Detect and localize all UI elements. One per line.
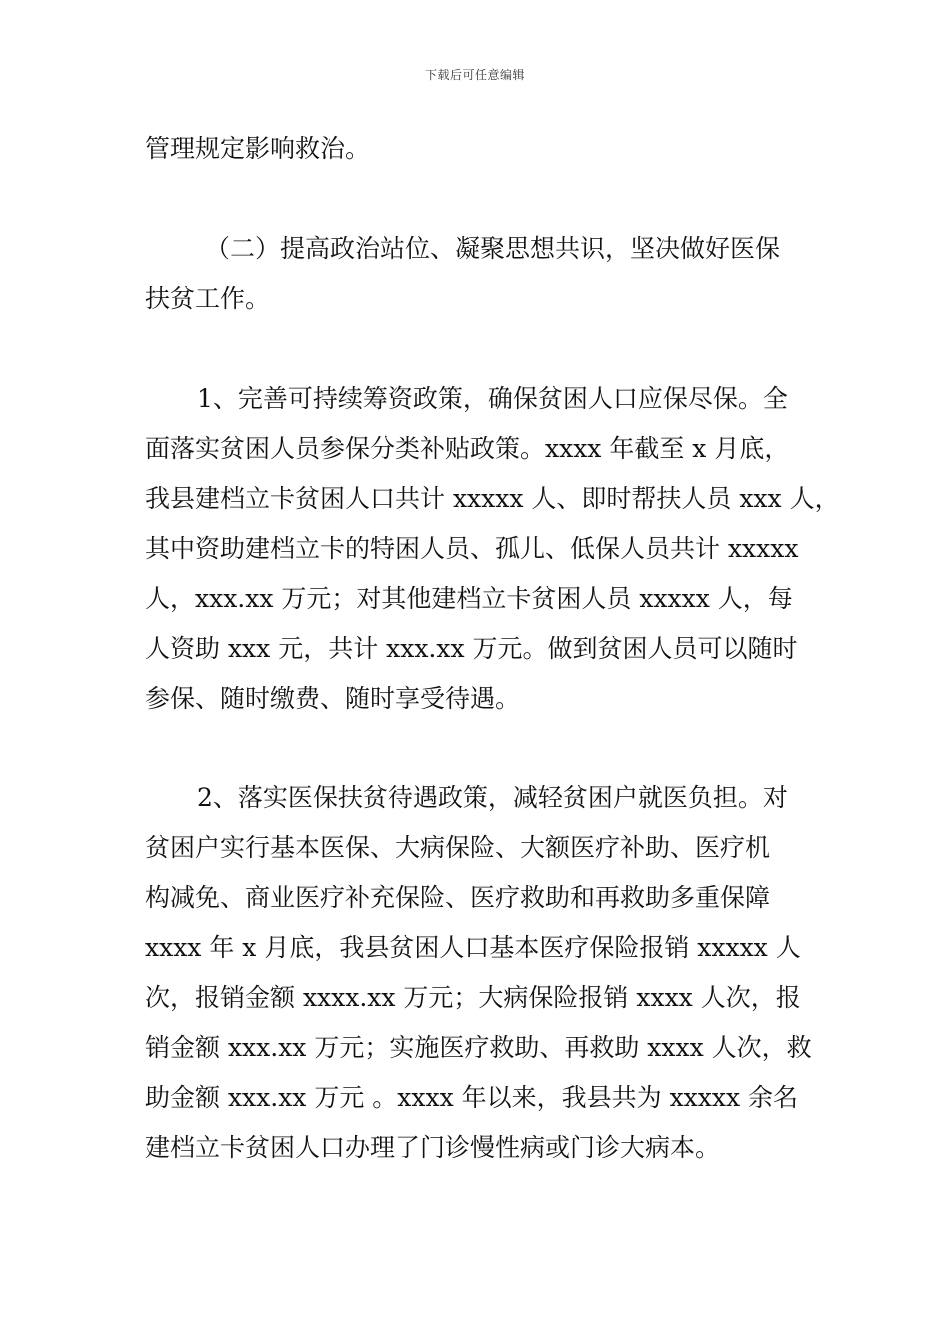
paragraph-line: 人资助 xxx 元，共计 xxx.xx 万元。做到贫困人员可以随时 [145, 634, 798, 663]
paragraph-line: 其中资助建档立卡的特困人员、孤儿、低保人员共计 xxxxx [145, 534, 799, 563]
paragraph-line: xxxx 年 x 月底，我县贫困人口基本医疗保险报销 xxxxx 人 [145, 933, 801, 962]
text-line: 管理规定影响救治。 [145, 134, 371, 163]
paragraph-line: 助金额 xxx.xx 万元 。xxxx 年以来，我县共为 xxxxx 余名 [145, 1083, 799, 1112]
paragraph-line: 建档立卡贫困人口办理了门诊慢性病或门诊大病本。 [145, 1133, 721, 1162]
paragraph-line: 贫困户实行基本医保、大病保险、大额医疗补助、医疗机 [145, 833, 771, 862]
paragraph-line: 构减免、商业医疗补充保险、医疗救助和再救助多重保障 [145, 883, 771, 912]
paragraph-line: 面落实贫困人员参保分类补贴政策。xxxx 年截至 x 月底， [145, 434, 790, 463]
paragraph-line: 参保、随时缴费、随时享受待遇。 [145, 684, 521, 713]
section-heading-line: （二）提高政治站位、凝聚思想共识，坚决做好医保 [205, 234, 781, 263]
page-header: 下载后可任意编辑 [424, 68, 525, 82]
paragraph-line: 销金额 xxx.xx 万元；实施医疗救助、再救助 xxxx 人次，救 [145, 1033, 812, 1062]
paragraph-line: 次，报销金额 xxxx.xx 万元；大病保险报销 xxxx 人次，报 [145, 983, 801, 1012]
paragraph-line: 1、完善可持续筹资政策，确保贫困人口应保尽保。全 [197, 384, 788, 413]
paragraph-line: 我县建档立卡贫困人口共计 xxxxx 人、即时帮扶人员 xxx 人， [145, 484, 840, 513]
paragraph-line: 2、落实医保扶贫待遇政策，减轻贫困户就医负担。对 [197, 783, 788, 812]
section-heading-line: 扶贫工作。 [145, 284, 271, 313]
paragraph-line: 人，xxx.xx 万元；对其他建档立卡贫困人员 xxxxx 人，每 [145, 584, 793, 613]
